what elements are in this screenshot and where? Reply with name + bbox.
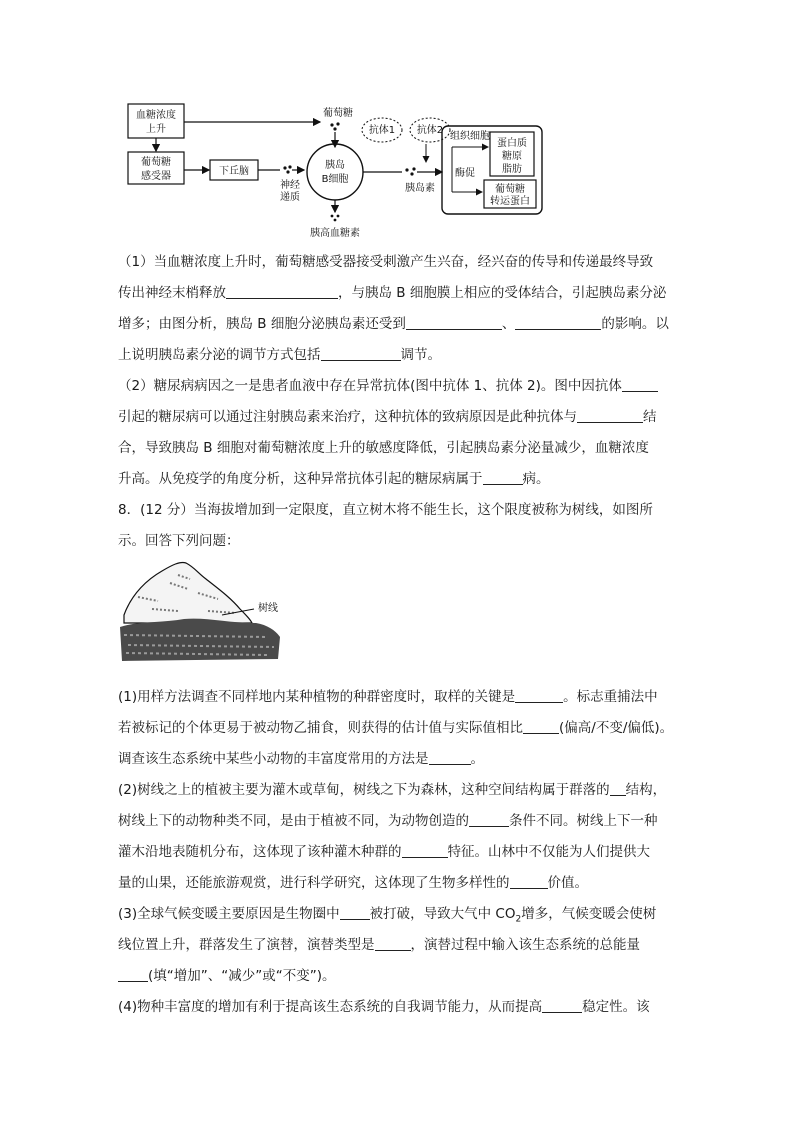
islet-b-cell: [307, 144, 363, 200]
label-antibody1: 抗体1: [368, 125, 396, 136]
answer-blank[interactable]: [375, 936, 411, 951]
islet-b-cell-l2: B细胞: [321, 174, 349, 185]
box-products-l1: 蛋白质: [497, 138, 527, 149]
answer-blank[interactable]: [402, 843, 448, 858]
answer-blank[interactable]: [340, 905, 370, 920]
q7-line: 升高。从免疫学的角度分析，这种异常抗体引起的糖尿病属于 病。: [118, 471, 550, 487]
q8-line: (1)用样方法调查不同样地内某种植物的种群密度时，取样的关键是 。标志重捕法中: [118, 689, 658, 705]
answer-blank[interactable]: [577, 408, 643, 423]
q7-line: （2）糖尿病病因之一是患者血液中存在异常抗体(图中抗体 1、抗体 2)。图中因抗体: [118, 371, 678, 402]
q7-line: （1）当血糖浓度上升时，葡萄糖感受器接受刺激产生兴奋，经兴奋的传导和传递最终导致: [118, 254, 654, 270]
treeline-label: 树线: [258, 603, 278, 614]
answer-blank[interactable]: [515, 688, 563, 703]
label-glucose: 葡萄糖: [323, 108, 353, 119]
box-hypothalamus-label: 下丘脑: [219, 166, 249, 177]
treeline-mountain-figure: [118, 553, 284, 671]
answer-blank[interactable]: [610, 781, 626, 796]
label-tissue-cell: 组织细胞: [450, 131, 490, 142]
q7-line: 增多；由图分析，胰岛 B 细胞分泌胰岛素还受到 、 的影响。以: [118, 316, 669, 332]
label-promote: 酶促: [455, 168, 475, 179]
q8-line: (填“增加”、“减少”或“不变”)。: [118, 961, 678, 992]
q8-line: 示。回答下列问题：: [118, 533, 240, 549]
label-neurotransmitter-l1: 神经: [280, 180, 300, 191]
label-glucagon: 胰高血糖素: [310, 228, 360, 239]
answer-blank[interactable]: [429, 750, 471, 765]
box-blood-sugar-rise-l2: 上升: [146, 124, 166, 135]
answer-blank[interactable]: [622, 377, 658, 392]
answer-blank[interactable]: [483, 470, 523, 485]
q8-line: 调查该生态系统中某些小动物的丰富度常用的方法是 。: [118, 751, 484, 767]
answer-blank[interactable]: [321, 346, 401, 361]
q8-line: 线位置上升，群落发生了演替，演替类型是 ，演替过程中输入该生态系统的总能量: [118, 937, 640, 953]
q7-line: 合，导致胰岛 B 细胞对葡萄糖浓度上升的敏感度降低，引起胰岛素分泌量减少，血糖浓度: [118, 440, 649, 456]
label-neurotransmitter-l2: 递质: [280, 192, 300, 203]
q8-line: (3)全球气候变暖主要原因是生物圈中 被打破，导致大气中 $CO_2$增多，气候变暖会使树: [118, 906, 657, 925]
blood-sugar-regulation-diagram: [120, 92, 550, 242]
answer-blank[interactable]: [469, 812, 509, 827]
q8-line: 量的山果，还能旅游观赏，进行科学研究，这体现了生物多样性的 价值。: [118, 875, 588, 891]
diagram-svg: [120, 92, 550, 242]
q8-line: 灌木沿地表随机分布，这体现了该种灌木种群的 特征。山林中不仅能为人们提供大: [118, 844, 650, 860]
question-8-body: [118, 682, 678, 1023]
q8-line: 若被标记的个体更易于被动物乙捕食，则获得的估计值与实际值相比 (偏高/不变/偏低)。: [118, 720, 674, 736]
answer-blank[interactable]: [406, 315, 502, 330]
answer-blank[interactable]: [118, 967, 148, 982]
q8-line: 8．(12 分）当海拔增加到一定限度，直立树木将不能生长，这个限度被称为树线，如图所: [118, 502, 653, 518]
label-insulin: 胰岛素: [405, 183, 435, 194]
answer-blank[interactable]: [515, 315, 601, 330]
box-products-l3: 脂肪: [502, 164, 522, 175]
mountain-svg: [118, 553, 284, 671]
answer-blank[interactable]: [542, 998, 582, 1013]
q8-line: (4)物种丰富度的增加有利于提高该生态系统的自我调节能力，从而提高 稳定性。该: [118, 999, 650, 1015]
box-products-l2: 糖原: [502, 151, 522, 162]
q7-line: 上说明胰岛素分泌的调节方式包括 调节。: [118, 347, 441, 363]
islet-b-cell-l1: 胰岛: [325, 160, 345, 171]
q7-line: 引起的糖尿病可以通过注射胰岛素来治疗，这种抗体的致病原因是此种抗体与 结: [118, 409, 657, 425]
label-antibody2: 抗体2: [416, 125, 444, 136]
answer-blank[interactable]: [510, 874, 548, 889]
answer-blank[interactable]: [226, 284, 338, 299]
box-glucose-receptor-l2: 感受器: [141, 171, 171, 182]
box-transporter-l2: 转运蛋白: [490, 196, 530, 207]
box-transporter-l1: 葡萄糖: [495, 184, 525, 195]
q7-line: 传出神经末梢释放 ，与胰岛 B 细胞膜上相应的受体结合，引起胰岛素分泌: [118, 285, 667, 301]
q8-line: (2)树线之上的植被主要为灌木或草甸，树线之下为森林，这种空间结构属于群落的 结构，: [118, 782, 667, 798]
q8-line: 树线上下的动物种类不同，是由于植被不同，为动物创造的 条件不同。树线上下一种: [118, 813, 658, 829]
question-7: [118, 247, 678, 557]
box-glucose-receptor-l1: 葡萄糖: [141, 157, 171, 168]
answer-blank[interactable]: [523, 719, 559, 734]
box-blood-sugar-rise-l1: 血糖浓度: [136, 110, 176, 121]
